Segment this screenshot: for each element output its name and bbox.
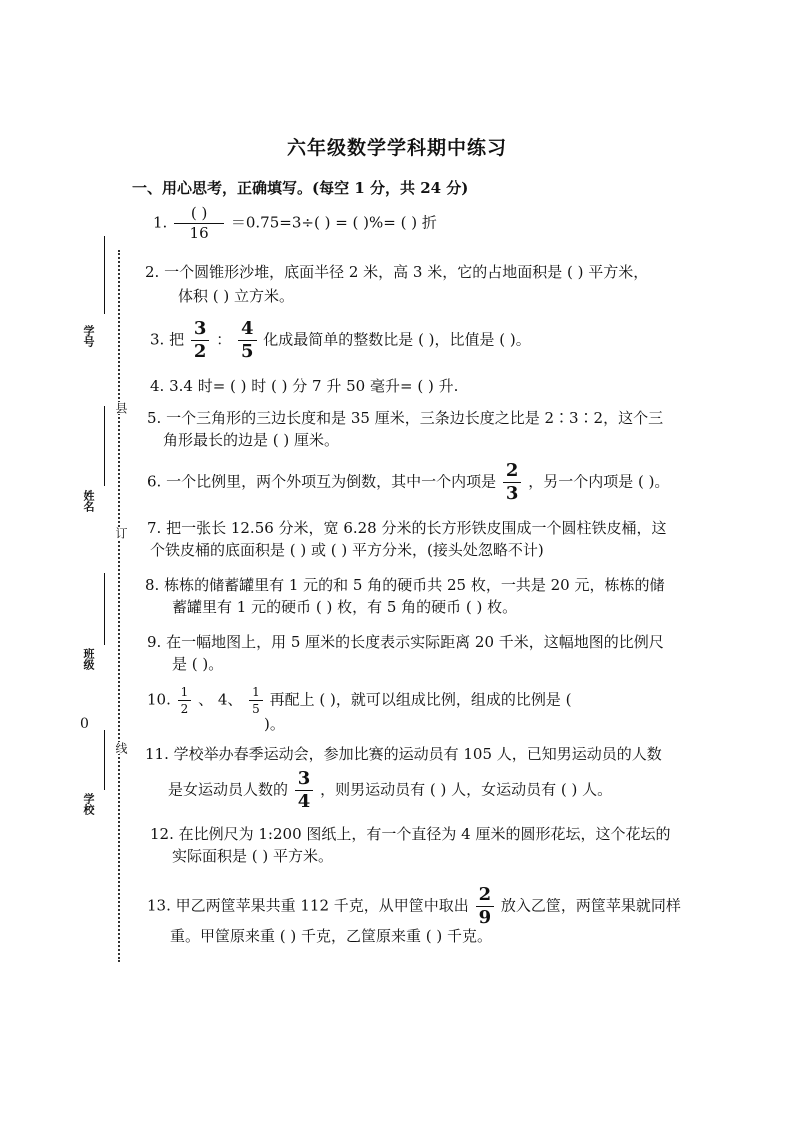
question-10 <box>147 686 571 715</box>
question-11-line-2 <box>168 770 612 811</box>
banji-label: 班级 <box>82 648 95 670</box>
xuexiao-label: 学校 <box>82 793 95 815</box>
binding-mark-1: 县 <box>114 402 128 414</box>
q3-fraction-1: $\frac{3}{2}$ <box>191 320 210 361</box>
page-title: 六年级数学学科期中练习 <box>286 137 507 159</box>
question-13-line-1 <box>147 886 681 927</box>
q11-text: ，则男运动员有 ( ) 人，女运动员有 ( ) 人。 <box>320 780 613 799</box>
binding-mark-2: 订 <box>114 527 128 539</box>
question-5-line-2: 角形最长的边是 ( ) 厘米。 <box>163 431 340 449</box>
question-7-line-1: 7. 把一张长 12.56 分米，宽 6.28 分米的长方形铁皮围成一个圆柱铁皮桶，这 <box>147 519 667 537</box>
question-4: 4. 3.4 时= ( ) 时 ( ) 分 7 升 50 毫升= ( ) 升. <box>150 377 459 395</box>
q1-number: 1. <box>153 213 168 232</box>
q10-number: 10. <box>147 690 171 709</box>
xingming-label: 姓名 <box>82 490 95 512</box>
question-2-line-2: 体积 ( ) 立方米。 <box>178 287 295 305</box>
question-3 <box>150 320 531 361</box>
question-12-line-1: 12. 在比例尺为 1:200 图纸上，有一个直径为 4 厘米的圆形花坛，这个花坛的 <box>150 825 671 843</box>
q13-text: 放入乙筐，两筐苹果就同样 <box>500 896 681 915</box>
question-9-line-1: 9. 在一幅地图上，用 5 厘米的长度表示实际距离 20 千米，这幅地图的比例尺 <box>147 633 664 651</box>
q6-fraction: $\frac{2}{3}$ <box>503 462 522 503</box>
margin-zero: 0 <box>80 716 89 732</box>
q10-text: 再配上 ( )，就可以组成比例，组成的比例是 ( <box>269 690 572 709</box>
question-2-line-1: 2. 一个圆锥形沙堆，底面半径 2 米，高 3 米，它的占地面积是 ( ) 平方米， <box>145 263 649 281</box>
banji-line <box>104 573 105 645</box>
q13-fraction: $\frac{2}{9}$ <box>476 886 495 927</box>
question-13-line-2: 重。甲筐原来重 ( ) 千克，乙筐原来重 ( ) 千克。 <box>170 927 493 945</box>
question-11-line-1: 11. 学校举办春季运动会，参加比赛的运动员有 105 人，已知男运动员的人数 <box>145 745 662 763</box>
q3-text: 化成最简单的整数比是 ( )，比值是 ( )。 <box>263 330 531 349</box>
binding-dotted-line <box>118 250 120 962</box>
xuehao-label: 学号 <box>82 325 95 347</box>
xingming-line <box>104 406 105 486</box>
section-heading: 一、用心思考，正确填写。(每空 1 分，共 24 分) <box>132 179 469 197</box>
question-9-line-2: 是 ( )。 <box>172 655 224 673</box>
question-7-line-2: 个铁皮桶的底面积是 ( ) 或 ( ) 平方分米，(接头处忽略不计) <box>150 541 544 559</box>
q10-sep: 、 4、 <box>198 690 243 709</box>
q3-colon: ： <box>216 330 232 349</box>
question-12-line-2: 实际面积是 ( ) 平方米。 <box>172 847 334 865</box>
xuehao-line <box>104 236 105 314</box>
q10-fraction-2: $\frac{1}{5}$ <box>249 686 263 715</box>
q11-fraction: $\frac{3}{4}$ <box>295 770 314 811</box>
q3-prefix: 3. 把 <box>150 330 185 349</box>
q10-fraction-1: $\frac{1}{2}$ <box>178 686 192 715</box>
question-6 <box>147 462 669 503</box>
question-10-line-2: )。 <box>264 715 285 733</box>
xuexiao-line <box>104 730 105 790</box>
question-8-line-2: 蓄罐里有 1 元的硬币 ( ) 枚，有 5 角的硬币 ( ) 枚。 <box>172 598 518 616</box>
q11-prefix: 是女运动员人数的 <box>168 780 289 799</box>
q1-text: ＝0.75=3÷( ) = ( )%= ( ) 折 <box>230 213 437 232</box>
q1-fraction: $\frac{( )}{16}$ <box>174 206 224 241</box>
question-8-line-1: 8. 栋栋的储蓄罐里有 1 元的和 5 角的硬币共 25 枚，一共是 20 元，栋栋的储 <box>145 576 665 594</box>
binding-mark-3: 线 <box>114 742 128 754</box>
q6-text: ，另一个内项是 ( )。 <box>528 472 670 491</box>
q13-prefix: 13. 甲乙两筐苹果共重 112 千克，从甲筐中取出 <box>147 896 469 915</box>
q3-fraction-2: $\frac{4}{5}$ <box>238 320 257 361</box>
q6-prefix: 6. 一个比例里，两个外项互为倒数，其中一个内项是 <box>147 472 497 491</box>
question-5-line-1: 5. 一个三角形的三边长度和是 35 厘米，三条边长度之比是 2∶3∶2，这个三 <box>147 409 664 427</box>
question-1 <box>153 206 437 241</box>
